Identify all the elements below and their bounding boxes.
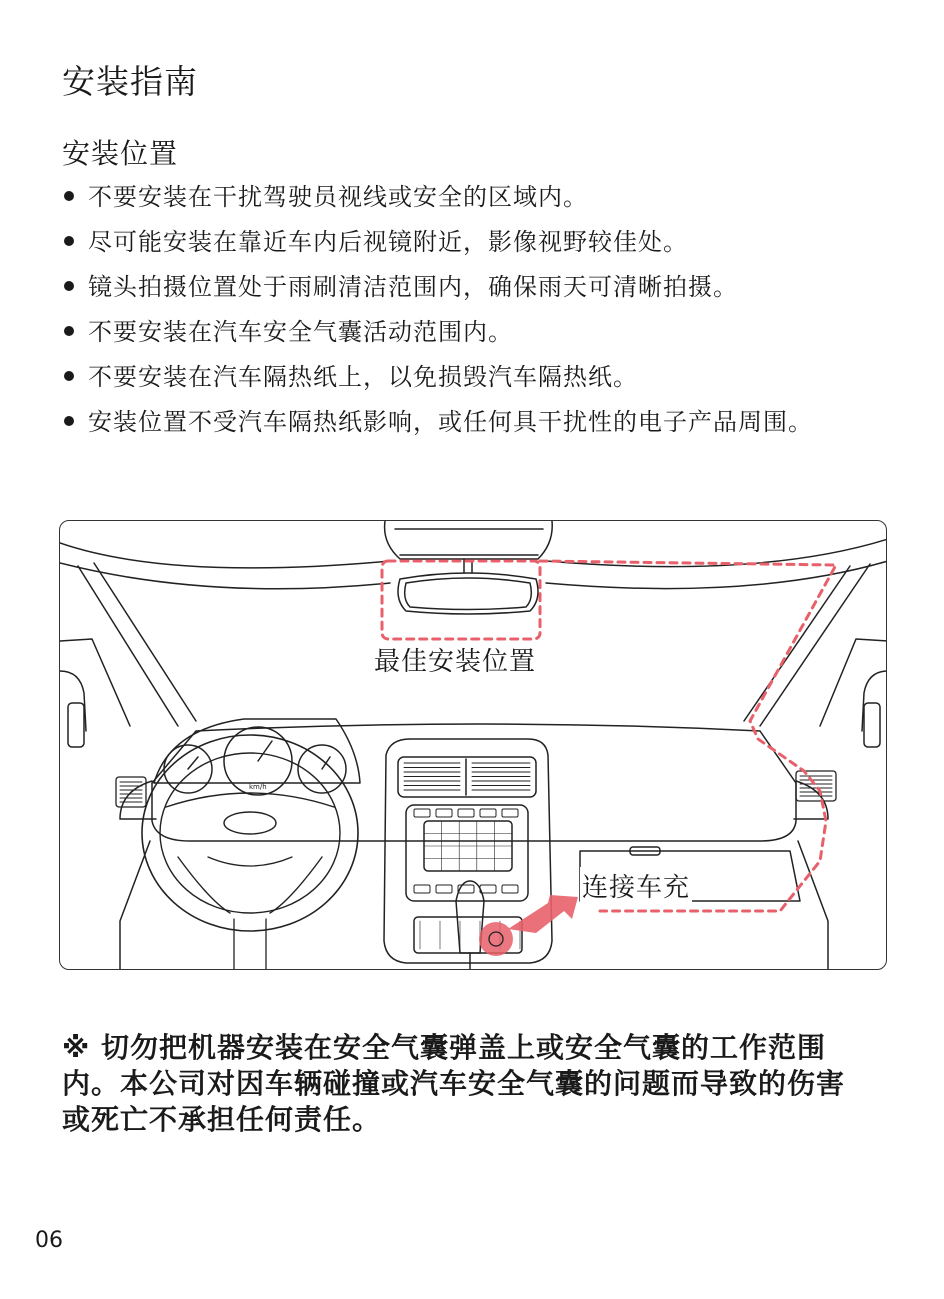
console-button [502,809,518,817]
console-button [480,885,496,893]
airbag-warning: ※ 切勿把机器安装在安全气囊弹盖上或安全气囊的工作范围内。本公司对因车辆碰撞或汽车安全气囊的问题而导致的伤害或死亡不承担任何责任。 [62,1031,846,1136]
console-button [436,885,452,893]
console-button [414,885,430,893]
bullet-icon [64,326,74,336]
section-title: 安装位置 [62,137,179,170]
charger-label: 连接车充 [580,867,692,904]
console-button [458,809,474,817]
dashboard [120,724,828,970]
console-button [502,885,518,893]
list-item-text: 镜头拍摄位置处于雨刷清洁范围内，确保雨天可清晰拍摄。 [88,273,738,301]
list-item [62,223,892,261]
horn-emblem-icon [224,812,276,834]
console-button [436,809,452,817]
list-item-text: 不要安装在干扰驾驶员视线或安全的区域内。 [88,183,588,211]
bullet-icon [64,416,74,426]
bullet-icon [64,281,74,291]
console-button [414,809,430,817]
list-item-text: 安装位置不受汽车隔热纸影响，或任何具干扰性的电子产品周围。 [88,408,813,436]
console-button [480,809,496,817]
list-item [62,178,892,216]
bullet-icon [64,371,74,381]
bullet-icon [64,191,74,201]
list-item-text: 尽可能安装在靠近车内后视镜附近，影像视野较佳处。 [88,228,688,256]
center-console [384,739,552,970]
list-item [62,403,892,441]
car-dashboard-drawing [60,521,887,970]
list-item [62,268,892,306]
list-item-text: 不要安装在汽车隔热纸上，以免损毁汽车隔热纸。 [88,363,638,391]
steering-wheel [142,735,358,970]
list-item-text: 不要安装在汽车安全气囊活动范围内。 [88,318,513,346]
best-position-label: 最佳安装位置 [372,641,538,678]
list-item [62,313,892,351]
installation-guidelines-list [62,178,892,448]
page-number: 06 [35,1228,63,1253]
rear-view-mirror [398,559,538,614]
speedometer-unit: km/h [249,783,267,791]
list-item [62,358,892,396]
car-interior-illustration [59,520,887,970]
windshield-frame [60,521,887,747]
page-title: 安装指南 [62,62,198,101]
bullet-icon [64,236,74,246]
power-socket-highlight [479,922,513,956]
